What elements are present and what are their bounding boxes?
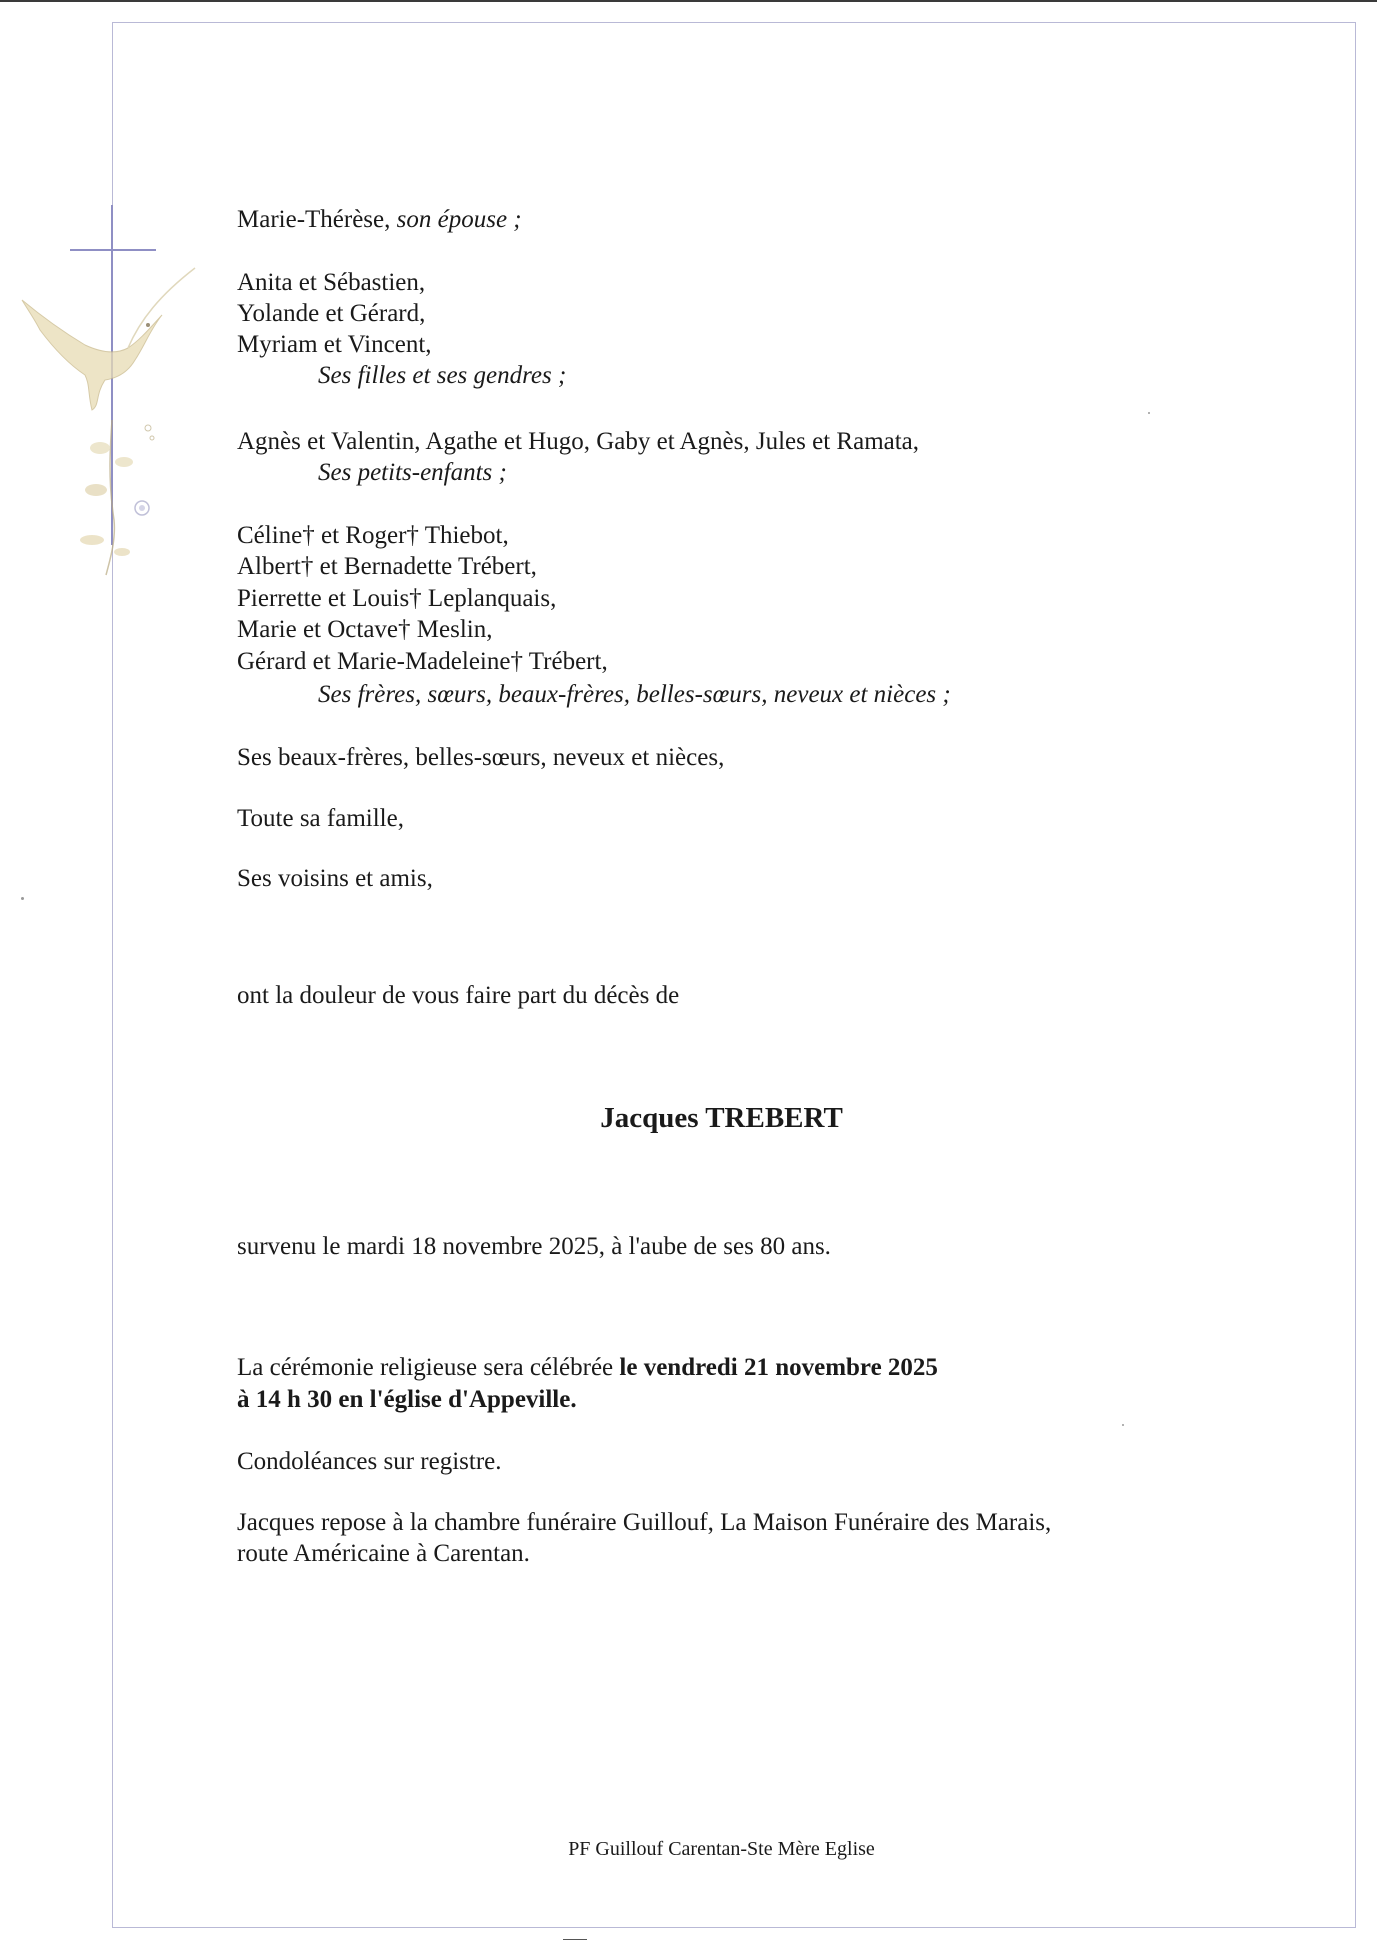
death-notice-line: survenu le mardi 18 novembre 2025, à l'aube de ses 80 ans.: [237, 1233, 831, 1260]
ceremony-intro: La cérémonie religieuse sera célébrée: [237, 1354, 614, 1381]
ceremony-date: le vendredi 21 novembre 2025: [619, 1354, 938, 1381]
resting-line: route Américaine à Carentan.: [237, 1540, 530, 1567]
friends-line: Ses voisins et amis,: [237, 865, 433, 892]
scan-speck: [563, 1939, 587, 1940]
daughters-role: Ses filles et ses gendres ;: [318, 362, 567, 389]
daughter-line: Anita et Sébastien,: [237, 269, 426, 296]
funeral-home-footer: PF Guillouf Carentan-Ste Mère Eglise: [568, 1838, 875, 1860]
sibling-line: Gérard et Marie-Madeleine† Trébert,: [237, 648, 608, 675]
flower-sprig-icon: [80, 420, 154, 575]
grandchildren-role: Ses petits-enfants ;: [318, 459, 507, 486]
sibling-line: Céline† et Roger† Thiebot,: [237, 522, 509, 549]
daughter-line: Myriam et Vincent,: [237, 331, 432, 358]
deceased-name: Jacques TREBERT: [600, 1102, 843, 1134]
grandchildren-line: Agnès et Valentin, Agathe et Hugo, Gaby et Agnès, Jules et Ramata,: [237, 428, 920, 455]
resting-line: Jacques repose à la chambre funéraire Guillouf, La Maison Funéraire des Marais,: [237, 1509, 1052, 1536]
dove-icon: [22, 268, 195, 410]
sibling-line: Albert† et Bernadette Trébert,: [237, 553, 537, 580]
spouse-line: [237, 207, 522, 232]
sibling-line: Pierrette et Louis† Leplanquais,: [237, 585, 557, 612]
scan-speck: [1122, 1424, 1124, 1426]
in-laws-line: Ses beaux-frères, belles-sœurs, neveux et nièces,: [237, 744, 725, 771]
scan-speck: [1148, 412, 1150, 414]
spouse-name: Marie-Thérèse,: [237, 206, 391, 233]
ceremony-line: [237, 1355, 938, 1380]
family-line: Toute sa famille,: [237, 805, 404, 832]
cross-dove-ornament: [0, 0, 220, 600]
siblings-role: Ses frères, sœurs, beaux-frères, belles-sœurs, neveux et nièces ;: [318, 681, 951, 708]
daughter-line: Yolande et Gérard,: [237, 300, 426, 327]
scan-speck: [21, 897, 24, 900]
spouse-role: son épouse ;: [396, 206, 522, 233]
sibling-line: Marie et Octave† Meslin,: [237, 616, 493, 643]
ceremony-place: à 14 h 30 en l'église d'Appeville.: [237, 1386, 577, 1413]
announcement-line: ont la douleur de vous faire part du décès de: [237, 982, 680, 1009]
condolences-line: Condoléances sur registre.: [237, 1448, 502, 1475]
